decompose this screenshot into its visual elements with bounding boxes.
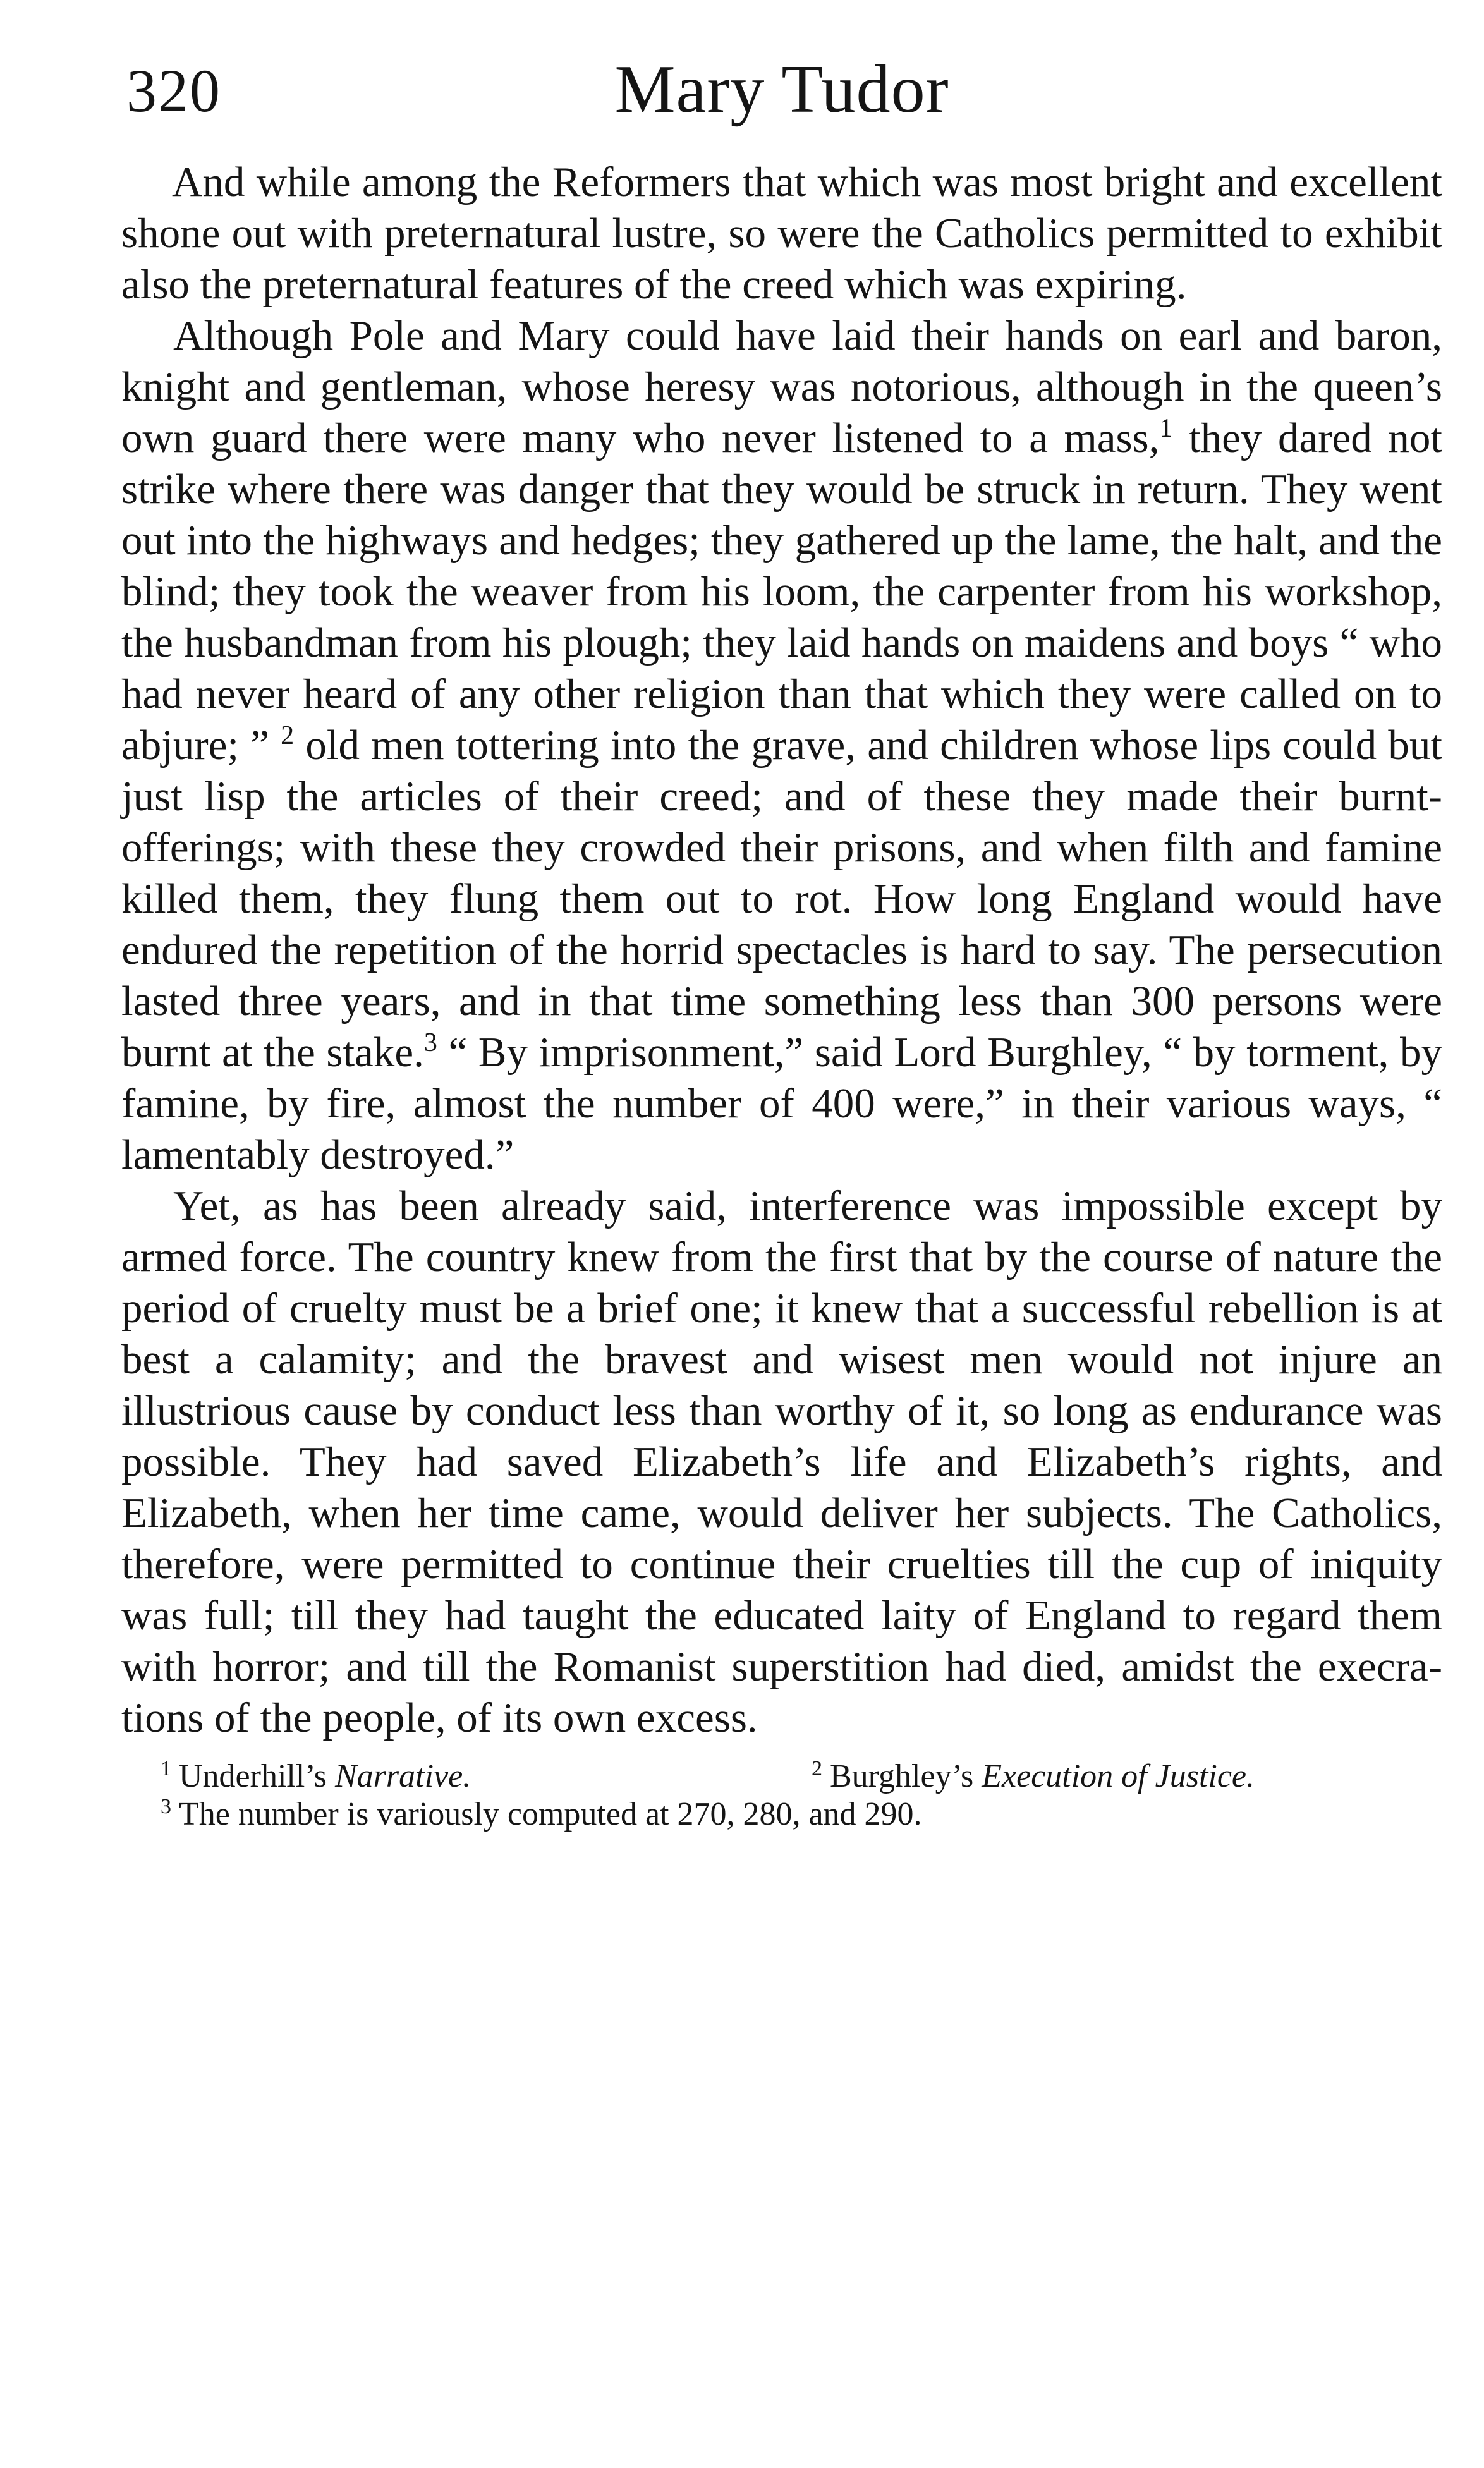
- body-text: [121, 157, 1442, 1744]
- footnote-reference: 3: [423, 1028, 437, 1057]
- page-header: [121, 52, 1442, 157]
- footnote-title: Execution of Justice.: [982, 1758, 1255, 1794]
- paragraph-text: Although Pole and Mary could have laid their hands on earl and baron, knight and gentleman, whose heresy was notorious, although in the queen’s own guard there were many who never listened to a mass,: [121, 312, 1442, 461]
- paragraph: [121, 1181, 1442, 1744]
- paragraph-text: they dared not strike where there was danger that they would be struck in return. They went out into the highways and hedges; they gathered up the lame, the halt, and the blind; they took the weaver from his loom, the carpenter from his workshop, the husbandman from his plough; they laid hands on maidens and boys “ who had never heard of any other religion than that which they were called on to abjure; ”: [121, 415, 1442, 769]
- running-head: Mary Tudor: [614, 52, 949, 127]
- footnote-mark: 1: [161, 1757, 171, 1780]
- paragraph-text: Yet, as has been already said, interference was impossible except by armed force. The country knew from the first that by the course of nature the period of cruelty must be a brief one; it knew that a successful rebellion is at best a calamity; and the bravest and wisest men would not injure an illustrious cause by conduct less than worthy of it, so long as endurance was possible. They had saved Elizabeth’s life and Elizabeth’s rights, and Elizabeth, when her time came, would deliver her subjects. The Catholics, therefore, were permitted to continue their cruelties till the cup of iniquity was full; till they had taught the educated laity of England to regard them with horror; and till the Romanist superstition had died, amidst the execrations of the people, of its own excess.: [121, 1182, 1442, 1741]
- footnote-mark: 3: [161, 1795, 171, 1818]
- paragraph: [121, 310, 1442, 1181]
- footnotes: [121, 1758, 1442, 1833]
- footnote-reference: 1: [1159, 414, 1173, 443]
- paragraph-text: “ By imprisonment,” said Lord Burghley, “ by torment, by famine, by fire, almost the number of 400 were,” in their various ways, “ lamentably destroyed.”: [121, 1029, 1443, 1178]
- footnote-title: Narrative.: [334, 1758, 471, 1794]
- paragraph-text: And while among the Reformers that which was most bright and excellent shone out with preternatural lustre, so were the Catholics permitted to exhibit also the preternatural features of the creed which was expiring.: [121, 159, 1442, 308]
- book-page: [121, 52, 1443, 1833]
- footnote: [161, 1796, 922, 1833]
- footnote: [812, 1758, 1255, 1796]
- footnote-reference: 2: [281, 721, 295, 750]
- footnote-text: Burghley’s: [830, 1758, 982, 1794]
- paragraph-text: old men tottering into the grave, and children whose lips could but just lisp the articles of their creed; and of these they made their burnt-offerings; with these they crowded their prisons, and when filth and famine killed them, they flung them out to rot. How long England would have endured the repetition of the horrid spectacles is hard to say. The persecution lasted three years, and in that time something less than 300 persons were burnt at the stake.: [121, 722, 1442, 1076]
- footnote-row: [161, 1758, 1442, 1796]
- page-number: 320: [126, 57, 221, 125]
- footnote-row: [161, 1796, 1442, 1833]
- footnote-text: The number is variously computed at 270, 280, and 290.: [179, 1796, 922, 1832]
- footnote: [161, 1758, 812, 1796]
- paragraph: [121, 157, 1442, 310]
- footnote-text: Underhill’s: [179, 1758, 335, 1794]
- footnote-mark: 2: [812, 1757, 822, 1780]
